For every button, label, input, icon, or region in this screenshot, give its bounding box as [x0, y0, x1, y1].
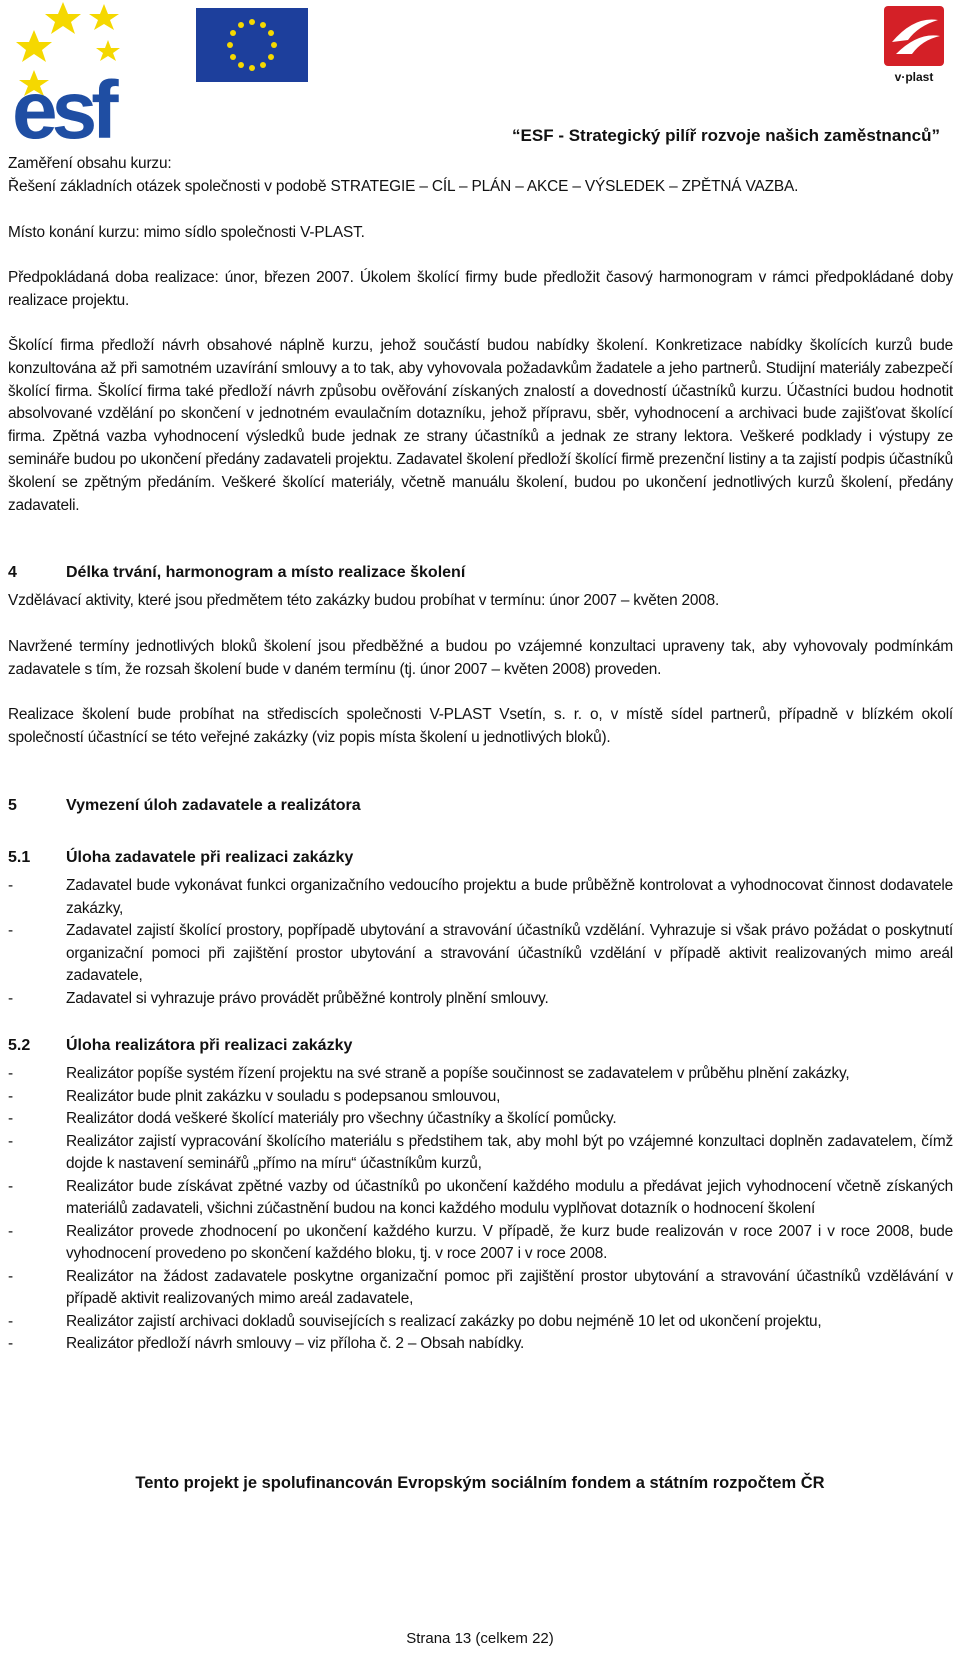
vplast-logo — [878, 6, 950, 86]
vplast-logo-text: v·plast — [894, 70, 934, 84]
focus-label: Zaměření obsahu kurzu: — [8, 155, 172, 172]
section-4-title: Délka trvání, harmonogram a místo realizace školení — [66, 564, 466, 581]
section-4-p3: Realizace školení bude probíhat na střediscích společnosti V-PLAST Vsetín, s. r. o, v místě sídel partnerů, případně v blízkém okolí společností účastnící se této veřejné zakázky (viz popis místa školení u jednotlivých bloků). — [8, 706, 953, 746]
footer-funding-note: Tento projekt je spolufinancován Evropským sociálním fondem a státním rozpočtem ČR — [135, 1474, 825, 1492]
section-4-heading — [8, 562, 465, 584]
list-item: - Realizátor předloží návrh smlouvy – viz příloha č. 2 – Obsah nabídky. — [8, 1335, 525, 1352]
section-4-p2: Navržené termíny jednotlivých bloků školení jsou předběžné a budou po vzájemné konzultaci upraveny tak, aby vyhovovaly podmínkám zadavatele s tím, že rozsah školení bude v daném termínu (tj. únor 2007 – květen 2008) proveden. — [8, 638, 953, 678]
list-item: - Realizátor zajistí archivaci dokladů souvisejících s realizací zakázky po dobu nejméně 10 let od ukončení projektu, — [8, 1312, 822, 1330]
section-5-1-title: Úloha zadavatele při realizaci zakázky — [66, 849, 354, 866]
section-4-p1: Vzdělávací aktivity, které jsou předmětem této zakázky budou probíhat v termínu: únor 2007 – květen 2008. — [8, 592, 720, 609]
section-5-1-number: 5.1 — [8, 849, 31, 866]
list-item: - Realizátor dodá veškeré školící materiály pro všechny účastníky a školící pomůcky. — [8, 1110, 617, 1127]
section-5-number: 5 — [8, 797, 17, 814]
page-number: Strana 13 (celkem 22) — [406, 1630, 554, 1647]
list-item: - Realizátor zajistí vypracování školícího materiálu s předstihem tak, aby mohl být po vzájemné konzultaci doplněn zadavatelem, čímž dojde k nastavení seminářů „přímo na míru“ účastníkům kurzů, — [8, 1132, 953, 1172]
focus-text: Řešení základních otázek společnosti v podobě STRATEGIE – CÍL – PLÁN – AKCE – VÝSLEDEK – ZPĚTNÁ VAZBA. — [8, 178, 799, 195]
header-slogan: “ESF - Strategický pilíř rozvoje našich zaměstnanců” — [512, 126, 940, 145]
section-5-2-heading — [8, 1035, 352, 1057]
esf-logo — [8, 0, 178, 148]
section-5-2-title: Úloha realizátora při realizaci zakázky — [66, 1037, 353, 1054]
list-item: - Zadavatel bude vykonávat funkci organizačního vedoucího projektu a bude průběžně kontrolovat a vyhodnocovat činnost dodavatele zakázky, — [8, 877, 953, 917]
list-item: - Realizátor bude plnit zakázku v souladu s podepsanou smlouvou, — [8, 1087, 501, 1105]
list-item: - Zadavatel zajistí školící prostory, popřípadě ubytování a stravování účastníků vzdělání. Vyhrazuje si však právo požádat o poskytnutí organizační pomoci při zajištění prostor ubytování a stravování účastníků vzdělání v případě aktivit realizovaných mimo areál zadavatele, — [8, 922, 953, 984]
section-5-heading — [8, 795, 361, 817]
list-item: - Realizátor na žádost zadavatele poskytne organizační pomoc při zajištění prostor ubytování a stravování účastníků vzdělávání v případě aktivit realizovaných mimo areál zadavatele, — [8, 1267, 953, 1307]
section-5-2-list — [8, 1063, 953, 1356]
section-5-1-list — [8, 875, 953, 1010]
eu-flag — [196, 8, 308, 82]
section-5-title: Vymezení úloh zadavatele a realizátora — [66, 797, 361, 814]
proposal-text: Školící firma předloží návrh obsahové náplně kurzu, jehož součástí budou nabídky školení. Konkretizace nabídky školících kurzů bude konzultována až při samotném uzavírání smlouvy a to tak, aby vyhovovala požadavkům žadatele a jeho partnerů. Studijní materiály zabezpečí školící firma. Školící firma také předloží návrh způsobu ověřování získaných znalostí a dovedností účastníků kurzu. Účastníci budou hodnotit absolvované vzdělání po skončení v jednotném evaulačním dotazníku, jehož přípravu, sběr, vyhodnocení a archivaci bude zajišťovat školící firma. Zpětná vazba vyhodnocení výsledků bude jednak ze strany účastníků a jednak ze strany lektora. Veškeré podklady i výstupy ze semináře budou po ukončení předány zadavateli projektu. Zadavatel školení předloží školící firmě prezenční listiny a ta zajistí podpis účastníků školení se zpětným předáním. Veškeré školící materiály, včetně manuálu školení, budou po ukončení jednotlivých kurzů školení, předány zadavateli. — [8, 337, 953, 514]
list-item: - Realizátor popíše systém řízení projektu na své straně a popíše součinnost se zadavatelem v průběhu plnění zakázky, — [8, 1065, 850, 1082]
duration-text: Předpokládaná doba realizace: únor, březen 2007. Úkolem školící firmy bude předložit časový harmonogram v rámci předpokládané doby realizace projektu. — [8, 269, 953, 309]
section-4-number: 4 — [8, 564, 17, 581]
esf-logo-text: esf — [12, 65, 113, 148]
list-item: - Realizátor provede zhodnocení po ukončení každého kurzu. V případě, že kurz bude realizován v roce 2007 i v roce 2008, bude vyhodnocení provedeno po skončení každého bloku, tj. v roce 2007 i v roce 2008. — [8, 1222, 953, 1262]
list-item: - Zadavatel si vyhrazuje právo provádět průběžné kontroly plnění smlouvy. — [8, 989, 549, 1007]
list-item: - Realizátor bude získávat zpětné vazby od účastníků po ukončení každého modulu a předávat jejich vyhodnocení včetně získaných materiálů zadavateli, všichni zúčastnění budou na konci každého modulu vyplňovat dotazník o hodnocení školení — [8, 1177, 953, 1217]
location-text: Místo konání kurzu: mimo sídlo společnosti V-PLAST. — [8, 224, 365, 241]
section-5-2-number: 5.2 — [8, 1037, 31, 1054]
section-5-1-heading — [8, 847, 353, 869]
